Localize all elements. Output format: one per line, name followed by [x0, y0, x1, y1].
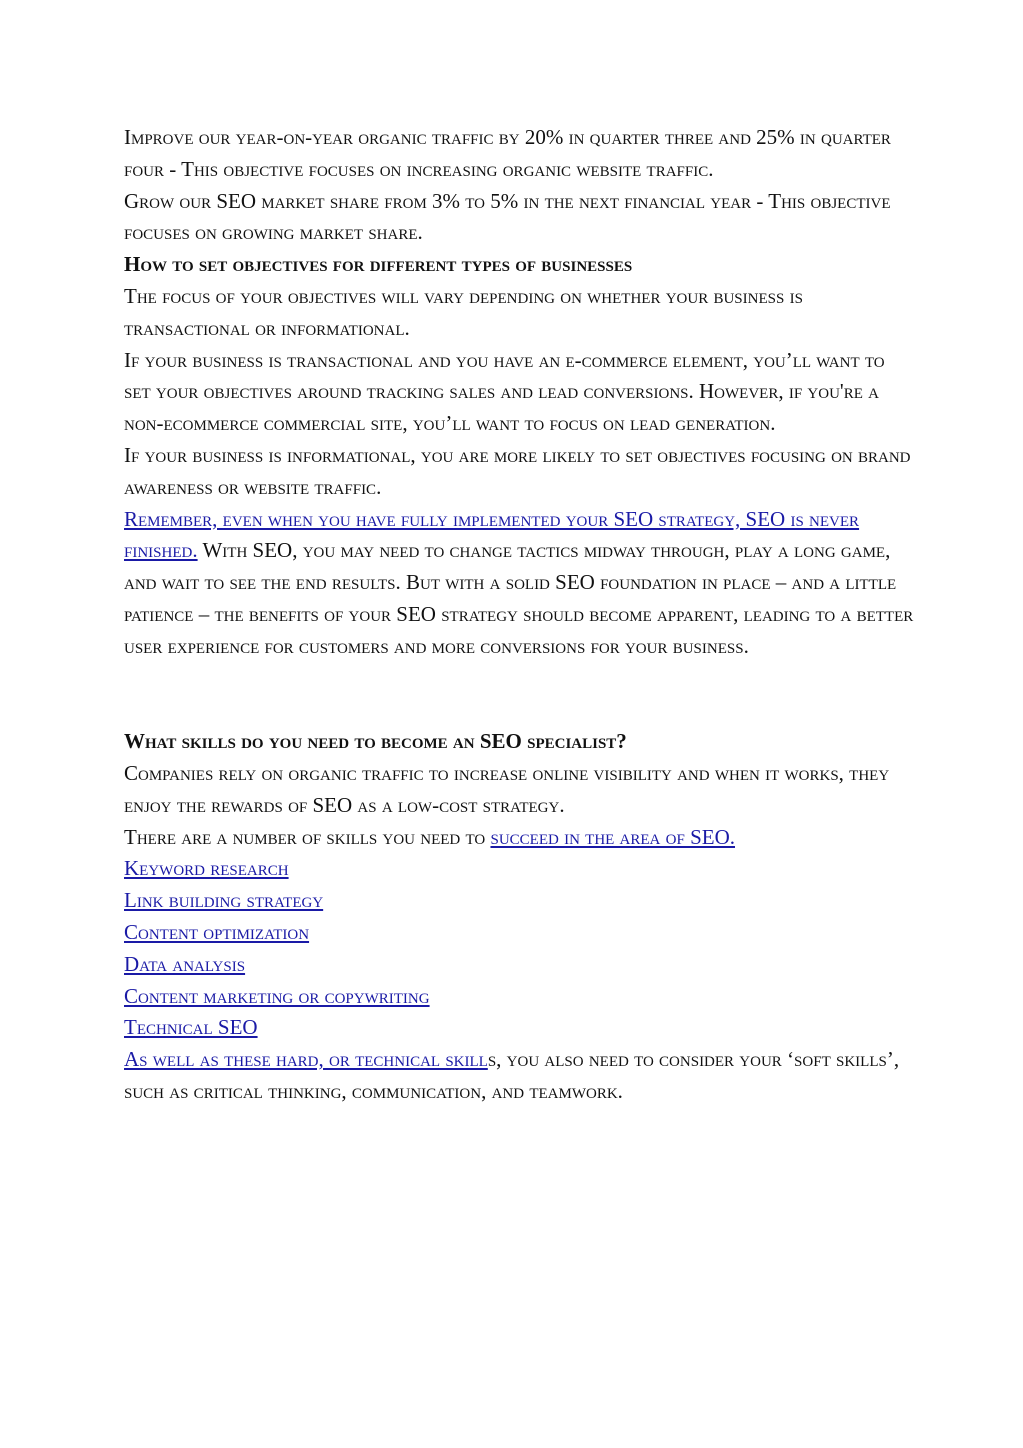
- skill-item: [124, 885, 914, 917]
- paragraph-soft-skills: [124, 1044, 914, 1108]
- heading-objectives: How to set objectives for different types of businesses: [124, 252, 633, 277]
- link-data-analysis[interactable]: Data analysis: [124, 951, 246, 976]
- link-keyword-research[interactable]: Keyword research: [124, 856, 289, 881]
- skill-item: [124, 949, 914, 981]
- link-succeed-seo[interactable]: succeed in the area of SEO.: [490, 824, 735, 849]
- link-content-optimization[interactable]: Content optimization: [124, 919, 310, 944]
- link-technical-seo[interactable]: Technical SEO: [124, 1015, 258, 1040]
- link-seo-never-finished[interactable]: Remember, even when you have fully implemented your SEO strategy, SEO is never finished.: [124, 506, 860, 563]
- skills-intro-text: There are a number of skills you need to: [124, 824, 491, 849]
- link-hard-skills[interactable]: As well as these hard, or technical skill: [124, 1047, 488, 1072]
- paragraph-remember: [124, 504, 914, 663]
- document-page: [124, 122, 914, 1108]
- spacer: [124, 663, 914, 727]
- paragraph-focus: The focus of your objectives will vary depending on whether your business is transactional or informational.: [124, 283, 803, 340]
- skill-item: [124, 853, 914, 885]
- objective-traffic: Improve our year-on-year organic traffic by 20% in quarter three and 25% in quarter four - This objective focuses on increasing organic website traffic.: [124, 125, 891, 181]
- remember-rest: With SEO, you may need to change tactics midway through, play a long game, and wait to see the end results. But with a solid SEO foundation in place – and a little patience – the benefits of your SEO strategy should become apparent, leading to a better user experience for customers and more conversions for your business.: [124, 538, 914, 658]
- paragraph-transactional: If your business is transactional and you have an e-commerce element, you’ll want to set your objectives around tracking sales and lead conversions. However, if you're a non-ecommerce commercial site, you’ll want to focus on lead generation.: [124, 347, 885, 436]
- link-link-building-strategy[interactable]: Link building strategy: [124, 888, 324, 913]
- link-content-marketing[interactable]: Content marketing or copywriting: [124, 983, 430, 1008]
- skill-item: [124, 981, 914, 1013]
- soft-skills-rest: s, you also need to consider your ‘soft skills’, such as critical thinking, communication, and teamwork.: [124, 1047, 900, 1103]
- skill-item: [124, 917, 914, 949]
- objective-market-share: Grow our SEO market share from 3% to 5% in the next financial year - This objective focuses on growing market share.: [124, 188, 891, 245]
- heading-skills: What skills do you need to become an SEO specialist?: [124, 729, 627, 754]
- paragraph-informational: If your business is informational, you are more likely to set objectives focusing on brand awareness or website traffic.: [124, 442, 911, 499]
- paragraph-skills-intro: [124, 822, 914, 854]
- skill-item: [124, 1012, 914, 1044]
- paragraph-companies: Companies rely on organic traffic to increase online visibility and when it works, they enjoy the rewards of SEO as a low-cost strategy.: [124, 760, 890, 817]
